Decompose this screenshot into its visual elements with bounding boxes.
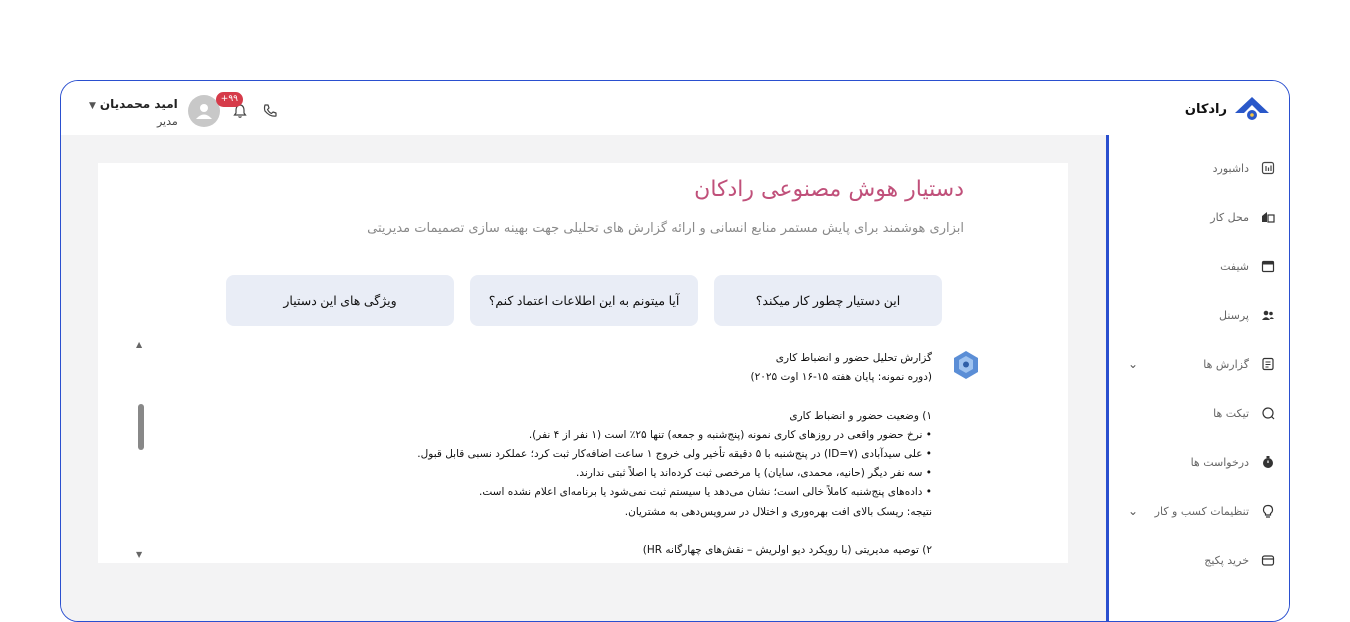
sidebar-item-workplace[interactable] [1109, 202, 1289, 232]
sidebar-item-dashboard[interactable] [1109, 153, 1289, 183]
sidebar-item-label: شیفت [1220, 259, 1249, 273]
avatar[interactable] [188, 95, 220, 127]
main-content [61, 135, 1107, 622]
page-title: دستیار هوش مصنوعی رادکان [694, 177, 964, 202]
sidebar-item-reports[interactable] [1109, 349, 1289, 379]
notification-badge: +۹۹ [216, 92, 243, 107]
sidebar-item-label: تنظیمات کسب و کار [1154, 504, 1249, 518]
sidebar-item-label: محل کار [1210, 210, 1249, 224]
phone-icon [262, 103, 278, 119]
ticket-icon [1259, 404, 1277, 422]
package-icon [1259, 551, 1277, 569]
chevron-down-icon[interactable]: ▼ [89, 101, 96, 111]
workplace-icon [1259, 208, 1277, 226]
chevron-down-icon[interactable]: ⌄ [1127, 357, 1139, 371]
question-trust-button[interactable]: آیا میتونم به این اطلاعات اعتماد کنم؟ [470, 275, 698, 326]
question-features-button[interactable]: ویژگی های این دستیار [226, 275, 454, 326]
bulb-icon [1259, 502, 1277, 520]
phone-button[interactable] [260, 101, 280, 121]
sidebar-item-label: پرسنل [1219, 308, 1249, 322]
brand[interactable] [1185, 93, 1271, 125]
sidebar-item-buy-package[interactable] [1109, 545, 1289, 575]
assistant-panel [98, 163, 1068, 563]
sidebar-item-shift[interactable] [1109, 251, 1289, 281]
report-icon [1259, 355, 1277, 373]
sidebar-item-label: تیکت ها [1213, 406, 1249, 420]
user-icon [194, 101, 214, 121]
app-window [60, 80, 1290, 622]
sidebar-item-label: گزارش ها [1203, 357, 1249, 371]
sidebar [1106, 135, 1289, 622]
notifications-button[interactable] [220, 93, 250, 121]
sidebar-item-business-settings[interactable] [1109, 496, 1289, 526]
user-area [89, 91, 280, 130]
sidebar-item-label: خرید پکیج [1204, 553, 1249, 567]
scrollbar-thumb[interactable] [138, 404, 144, 450]
chevron-down-icon[interactable]: ⌄ [1127, 504, 1139, 518]
scroll-down-icon[interactable]: ▼ [136, 550, 143, 559]
calendar-icon [1259, 257, 1277, 275]
sidebar-item-label: درخواست ها [1190, 455, 1249, 469]
sidebar-item-tickets[interactable] [1109, 398, 1289, 428]
sidebar-item-requests[interactable] [1109, 447, 1289, 477]
question-how-it-works-button[interactable]: این دستیار چطور کار میکند؟ [714, 275, 942, 326]
sidebar-item-label: داشبورد [1212, 161, 1249, 175]
radkan-logo-icon [1233, 93, 1271, 125]
user-menu[interactable] [89, 91, 178, 130]
scroll-up-icon[interactable]: ▲ [136, 340, 143, 349]
user-role: مدیر [156, 115, 178, 129]
timer-icon [1259, 453, 1277, 471]
people-icon [1259, 306, 1277, 324]
dashboard-icon [1259, 159, 1277, 177]
page-subtitle: ابزاری هوشمند برای پایش مستمر منابع انسانی و ارائه گزارش های تحلیلی جهت بهینه سازی تصمیمات مدیریتی [367, 221, 964, 236]
assistant-avatar-icon [950, 349, 982, 381]
sidebar-item-personnel[interactable] [1109, 300, 1289, 330]
brand-name: رادکان [1184, 101, 1227, 117]
top-bar [61, 81, 1289, 135]
user-name: امید محمدیان [99, 97, 178, 111]
assistant-message: گزارش تحلیل حضور و انضباط کاری (دوره نمونه: پایان هفته ۱۵-۱۶ اوت ۲۰۲۵) ۱) وضعیت حضور و انضباط کاری • نرخ حضور واقعی در روزهای کاری نمونه (پنج‌شنبه و جمعه) تنها ۲۵٪ است (۱ نفر از ۴ نفر). • علی سیدآبادی (ID=۷) در پنج‌شنبه با ۵ دقیقه تأخیر ولی خروج ۱ ساعت اضافه‌کار ثبت کرد؛ عملکرد نسبی قابل قبول. • سه نفر دیگر (حانیه، محمدی، سایان) یا مرخصی ثبت کرده‌اند یا اصلاً ثبتی ندارند. • داده‌های پنج‌شنبه کاملاً خالی است؛ نشان می‌دهد یا سیستم ثبت نمی‌شود یا برنامه‌ای اعلام نشده است. نتیجه: ریسک بالای افت بهره‌وری و اختلال در سرویس‌دهی به مشتریان. ۲) توصیه مدیریتی (با رویکرد دیو اولریش – نقش‌های چهارگانه HR) [417, 352, 932, 557]
